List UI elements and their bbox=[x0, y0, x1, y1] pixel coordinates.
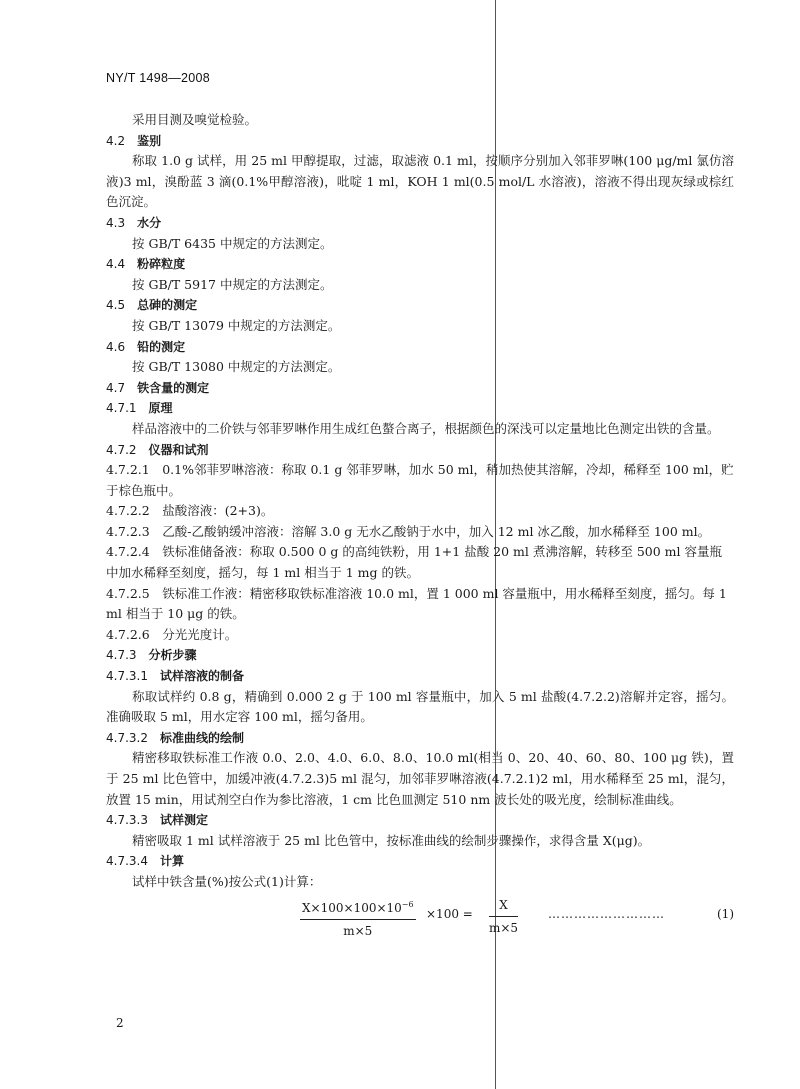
section-title: 试样测定 bbox=[159, 813, 208, 828]
formula-denominator: m×5 bbox=[343, 924, 373, 939]
formula-fraction-left bbox=[300, 895, 416, 942]
section-heading bbox=[106, 666, 734, 687]
section-heading bbox=[106, 378, 734, 399]
section-number: 4.7.2 bbox=[106, 442, 137, 457]
section-title: 水分 bbox=[137, 215, 162, 230]
dot-leader: ……………………… bbox=[548, 906, 665, 921]
reagent-item: 4.7.2.6 分光光度计。 bbox=[106, 626, 238, 642]
section-number: 4.6 bbox=[106, 339, 126, 354]
section-number: 4.4 bbox=[106, 257, 126, 272]
exponent: −6 bbox=[401, 899, 414, 909]
section-heading bbox=[106, 440, 734, 461]
reagent-item: 4.7.2.1 0.1%邻菲罗啉溶液：称取 0.1 g 邻菲罗啉，加水 50 ml，稍加热使其溶解，冷却，稀释至 100 ml，贮于棕色瓶中。 bbox=[106, 462, 734, 498]
section-heading bbox=[106, 398, 734, 419]
body-paragraph: 称取试样约 0.8 g，精确到 0.000 2 g 于 100 ml 容量瓶中，加入 5 ml 盐酸(4.7.2.2)溶解并定容，摇匀。准确吸取 5 ml，用水定容 100 ml，摇匀备用。 bbox=[106, 688, 734, 725]
numerator-text: X×100×100×10 bbox=[302, 900, 402, 915]
iron-content-formula bbox=[106, 895, 734, 937]
body-paragraph: 精密吸取 1 ml 试样溶液于 25 ml 比色管中，按标准曲线的绘制步骤操作，求得含量 X(μg)。 bbox=[132, 832, 651, 848]
section-number: 4.7.3 bbox=[106, 648, 137, 663]
section-title: 总砷的测定 bbox=[137, 298, 198, 313]
body-paragraph: 精密移取铁标准工作液 0.0、2.0、4.0、6.0、8.0、10.0 ml(相当 0、20、40、60、80、100 μg 铁)，置于 25 ml 比色管中，加缓冲液(4.7.2.3)5 ml 混匀，加邻菲罗啉溶液(4.7.2.1)2 ml，用水稀释至 25 ml，混匀，放置 15 min，用试剂空白作为参比溶液，1 cm 比色皿测定 510 nm 波长处的吸光度，绘制标准曲线。 bbox=[106, 750, 734, 807]
section-number: 4.5 bbox=[106, 298, 126, 313]
section-number: 4.3 bbox=[106, 215, 126, 230]
section-number: 4.7.3.3 bbox=[106, 813, 148, 828]
body-paragraph: 按 GB/T 13080 中规定的方法测定。 bbox=[132, 359, 341, 375]
body-paragraph: 按 GB/T 6435 中规定的方法测定。 bbox=[132, 235, 333, 251]
section-heading bbox=[106, 295, 734, 316]
formula-numerator bbox=[300, 895, 416, 921]
equation-number: (1) bbox=[717, 906, 734, 921]
section-heading bbox=[106, 851, 734, 872]
body-paragraph: 按 GB/T 13079 中规定的方法测定。 bbox=[132, 317, 341, 333]
formula-operator: ×100 = bbox=[426, 906, 473, 921]
page-number: 2 bbox=[116, 1016, 124, 1030]
body-paragraph: 按 GB/T 5917 中规定的方法测定。 bbox=[132, 276, 333, 292]
formula-numerator: X bbox=[489, 895, 518, 918]
section-title: 铁含量的测定 bbox=[137, 380, 210, 395]
section-title: 鉴别 bbox=[137, 133, 162, 148]
formula-denominator: m×5 bbox=[489, 921, 519, 936]
section-number: 4.2 bbox=[106, 133, 126, 148]
section-title: 试样溶液的制备 bbox=[159, 669, 244, 684]
section-title: 铅的测定 bbox=[137, 339, 186, 354]
section-title: 分析步骤 bbox=[148, 648, 197, 663]
section-title: 标准曲线的绘制 bbox=[159, 730, 244, 745]
section-title: 粉碎粒度 bbox=[137, 257, 186, 272]
section-heading bbox=[106, 131, 734, 152]
reagent-item: 4.7.2.2 盐酸溶液：(2+3)。 bbox=[106, 503, 274, 519]
body-paragraph: 样品溶液中的二价铁与邻菲罗啉作用生成红色螯合离子，根据颜色的深浅可以定量地比色测定出铁的含量。 bbox=[132, 420, 720, 436]
section-title: 原理 bbox=[148, 401, 173, 416]
body-paragraph: 采用目测及嗅觉检验。 bbox=[132, 112, 258, 127]
section-heading bbox=[106, 337, 734, 358]
section-heading bbox=[106, 728, 734, 749]
section-heading bbox=[106, 645, 734, 666]
section-number: 4.7.1 bbox=[106, 401, 137, 416]
formula-fraction-right bbox=[489, 895, 518, 939]
section-heading bbox=[106, 254, 734, 275]
document-body bbox=[106, 110, 734, 937]
reagent-item: 4.7.2.5 铁标准工作液：精密移取铁标准溶液 10.0 ml，置 1 000 ml 容量瓶中，用水稀释至刻度，摇匀。每 1 ml 相当于 10 μg 的铁。 bbox=[106, 585, 727, 622]
section-number: 4.7.3.4 bbox=[106, 854, 148, 869]
section-number: 4.7.3.1 bbox=[106, 669, 148, 684]
body-paragraph: 称取 1.0 g 试样，用 25 ml 甲醇提取，过滤，取滤液 0.1 ml，按顺序分别加入邻菲罗啉(100 μg/ml 氯仿溶液)3 ml，溴酚蓝 3 滴(0.1%甲醇溶液)，吡啶 1 ml，KOH 1 ml(0.5 mol/L 水溶液)，溶液不得出现灰绿或棕红色沉淀。 bbox=[106, 153, 734, 210]
document-code-header: NY/T 1498—2008 bbox=[106, 71, 211, 85]
reagent-item: 4.7.2.3 乙酸-乙酸钠缓冲溶液：溶解 3.0 g 无水乙酸钠于水中，加入 12 ml 冰乙酸，加水稀释至 100 ml。 bbox=[106, 523, 711, 539]
section-number: 4.7 bbox=[106, 380, 126, 395]
section-title: 计算 bbox=[159, 854, 184, 869]
section-heading bbox=[106, 810, 734, 831]
section-title: 仪器和试剂 bbox=[148, 442, 209, 457]
section-heading bbox=[106, 213, 734, 234]
section-number: 4.7.3.2 bbox=[106, 730, 148, 745]
body-paragraph: 试样中铁含量(%)按公式(1)计算： bbox=[132, 873, 322, 889]
reagent-item: 4.7.2.4 铁标准储备液：称取 0.500 0 g 的高纯铁粉，用 1+1 盐酸 20 ml 煮沸溶解，转移至 500 ml 容量瓶中加水稀释至刻度，摇匀，每 1 ml 相当于 1 mg 的铁。 bbox=[106, 544, 722, 581]
